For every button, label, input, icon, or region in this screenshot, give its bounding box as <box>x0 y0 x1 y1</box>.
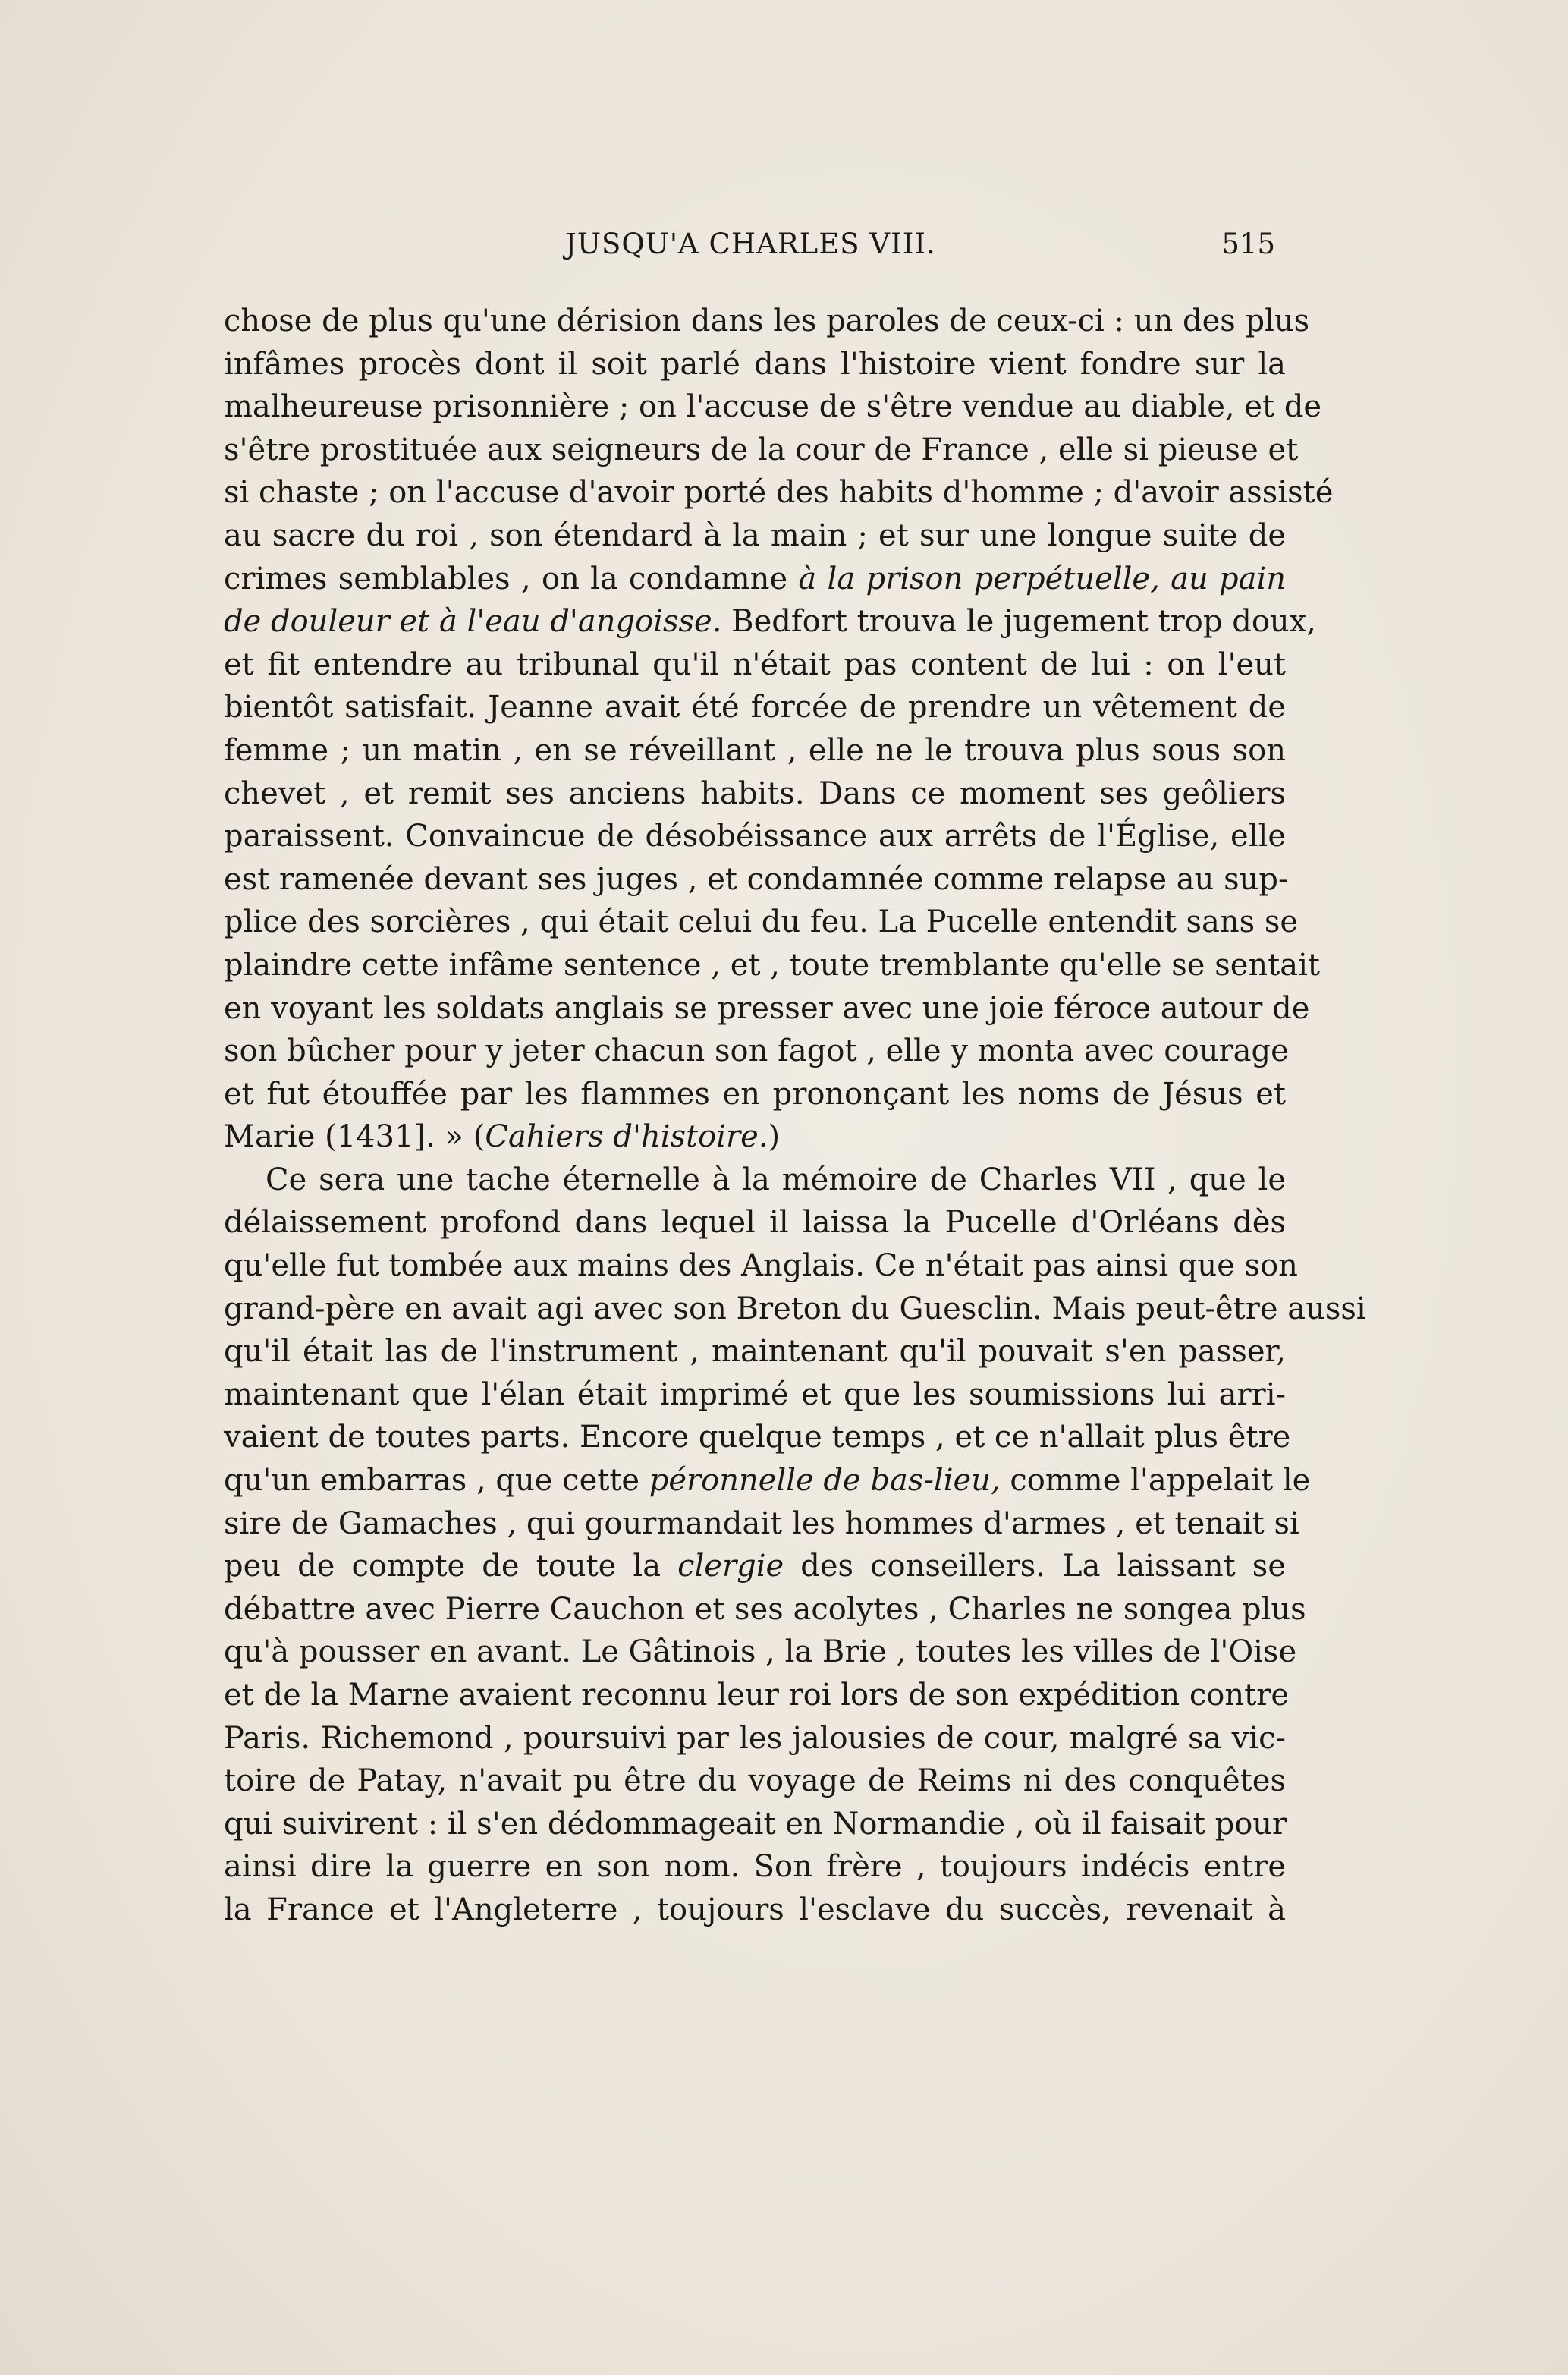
text-line: plice des sorcières , qui était celui du feu. La Pucelle entendit sans se <box>224 904 1299 940</box>
text-line: si chaste ; on l'accuse d'avoir porté des habits d'homme ; d'avoir assisté <box>224 475 1334 511</box>
text-segment: qu'un embarras , que cette <box>224 1463 649 1499</box>
text-segment: Marie (1431]. » ( <box>224 1119 485 1155</box>
text-line: débattre avec Pierre Cauchon et ses acolytes , Charles ne songea plus <box>224 1591 1306 1627</box>
italic-phrase: péronnelle de bas-lieu, <box>649 1463 1001 1499</box>
text-line: vaient de toutes parts. Encore quelque temps , et ce n'allait plus être <box>224 1420 1291 1455</box>
text-line: Ce sera une tache éternelle à la mémoire de Charles VII , que le <box>266 1162 1286 1197</box>
text-line: femme ; un matin , en se réveillant , elle ne le trouva plus sous son <box>224 732 1286 768</box>
text-line: ainsi dire la guerre en son nom. Son frère , toujours indécis entre <box>224 1849 1286 1885</box>
text-line <box>224 600 1316 643</box>
text-line: sire de Gamaches , qui gourmandait les hommes d'armes , et tenait si <box>224 1505 1299 1541</box>
text-line: son bûcher pour y jeter chacun son fagot , elle y monta avec courage <box>224 1033 1289 1069</box>
running-title: JUSQU'A CHARLES VIII. <box>565 228 936 260</box>
text-line: chose de plus qu'une dérision dans les paroles de ceux-ci : un des plus <box>224 304 1310 338</box>
text-line <box>224 1459 1311 1502</box>
text-line: au sacre du roi , son étendard à la main ; et sur une longue suite de <box>224 517 1286 553</box>
text-line: qu'il était las de l'instrument , maintenant qu'il pouvait s'en passer, <box>224 1334 1286 1370</box>
italic-phrase: Cahiers d'histoire. <box>485 1119 768 1155</box>
italic-phrase: clergie <box>677 1549 784 1584</box>
text-line: plaindre cette infâme sentence , et , toute tremblante qu'elle se sentait <box>224 947 1320 983</box>
body-text <box>224 300 1366 1932</box>
text-line: s'être prostituée aux seigneurs de la cour de France , elle si pieuse et <box>224 432 1299 467</box>
text-line: la France et l'Angleterre , toujours l'esclave du succès, revenait à <box>224 1892 1286 1927</box>
text-segment: comme l'appelait le <box>1000 1463 1311 1499</box>
page-number: 515 <box>1221 228 1275 260</box>
text-line: paraissent. Convaincue de désobéissance aux arrêts de l'Église, elle <box>224 819 1286 854</box>
text-line: et fit entendre au tribunal qu'il n'était pas content de lui : on l'eut <box>224 646 1286 682</box>
italic-phrase: à la prison perpétuelle, au pain <box>798 561 1286 596</box>
text-line: maintenant que l'élan était imprimé et que les soumissions lui arri- <box>224 1376 1286 1412</box>
text-line: délaissement profond dans lequel il laissa la Pucelle d'Orléans dès <box>224 1205 1286 1241</box>
text-segment: Bedfort trouva le jugement trop doux, <box>721 604 1316 640</box>
text-line: qu'à pousser en avant. Le Gâtinois , la Brie , toutes les villes de l'Oise <box>224 1634 1297 1670</box>
text-line: en voyant les soldats anglais se presser avec une joie féroce autour de <box>224 990 1310 1026</box>
text-line <box>224 558 1286 601</box>
text-line: chevet , et remit ses anciens habits. Dans ce moment ses geôliers <box>224 775 1286 811</box>
text-line <box>224 1115 1286 1159</box>
text-line: bientôt satisfait. Jeanne avait été forcée de prendre un vêtement de <box>224 690 1286 725</box>
text-line: qui suivirent : il s'en dédommageait en Normandie , où il faisait pour <box>224 1806 1287 1842</box>
text-segment: des conseillers. La laissant se <box>784 1549 1286 1584</box>
text-line: et fut étouffée par les flammes en prononçant les noms de Jésus et <box>224 1076 1286 1112</box>
text-line: est ramenée devant ses juges , et condamnée comme relapse au sup- <box>224 861 1289 897</box>
text-line: toire de Patay, n'avait pu être du voyage de Reims ni des conquêtes <box>224 1763 1286 1799</box>
text-segment: crimes semblables , on la condamne <box>224 561 799 596</box>
text-line: infâmes procès dont il soit parlé dans l'histoire vient fondre sur la <box>224 346 1286 382</box>
text-segment: ) <box>768 1119 781 1155</box>
text-line: malheureuse prisonnière ; on l'accuse de s'être vendue au diable, et de <box>224 389 1322 425</box>
italic-phrase: de douleur et à l'eau d'angoisse. <box>224 604 722 640</box>
text-line: grand-père en avait agi avec son Breton du Guesclin. Mais peut-être aussi <box>224 1291 1366 1326</box>
text-segment: peu de compte de toute la <box>224 1549 678 1584</box>
text-line <box>224 1545 1286 1588</box>
running-head <box>224 228 1286 273</box>
text-line: Paris. Richemond , poursuivi par les jalousies de cour, malgré sa vic- <box>224 1720 1286 1756</box>
text-line: et de la Marne avaient reconnu leur roi lors de son expédition contre <box>224 1678 1290 1713</box>
text-line: qu'elle fut tombée aux mains des Anglais. Ce n'était pas ainsi que son <box>224 1248 1298 1284</box>
